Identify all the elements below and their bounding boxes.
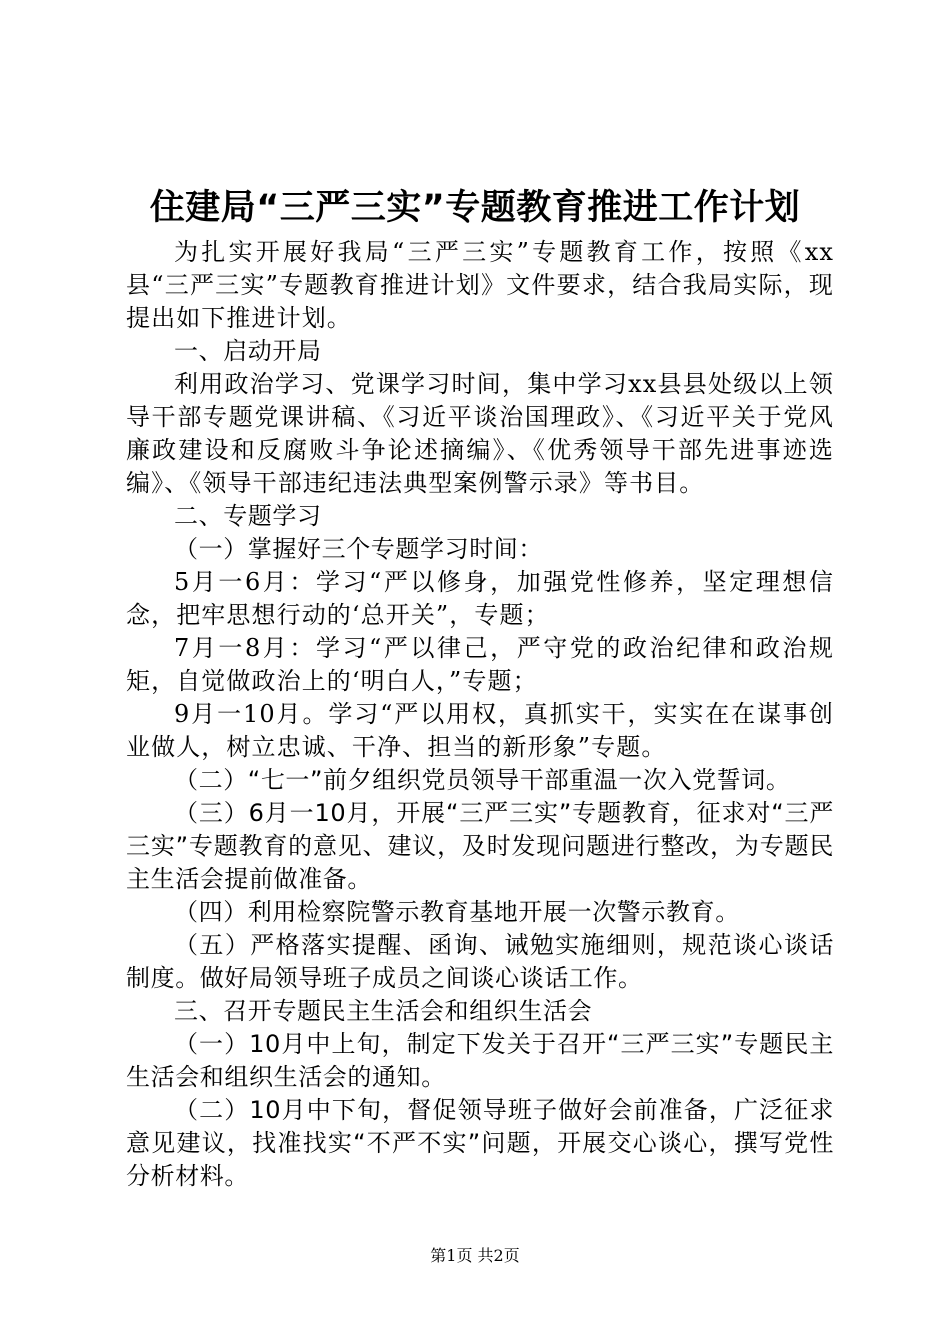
page-title: 住建局“三严三实”专题教育推进工作计划 [149, 188, 801, 228]
paragraph-may-june: 5月一6月：学习“严以修身，加强党性修养，坚定理想信念，把牢思想行动的‘总开关”，专题； [126, 568, 834, 629]
section-heading-3: 三、召开专题民主生活会和组织生活会 [174, 997, 593, 1025]
subheading-study-time: （一）掌握好三个专题学习时间： [174, 535, 543, 563]
paragraph-intro: 为扎实开展好我局“三严三实”专题教育工作，按照《xx县“三严三实”专题教育推进计划》文件要求，结合我局实际，现提出如下推进计划。 [126, 238, 834, 332]
paragraph-warning-education: （四）利用检察院警示教育基地开展一次警示教育。 [174, 898, 740, 926]
paragraph-education: （三）6月一10月，开展“三严三实”专题教育，征求对“三严三实”专题教育的意见、建议，及时发现问题进行整改，为专题民主生活会提前做准备。 [126, 799, 834, 893]
paragraph-talk-system: （五）严格落实提醒、函询、诫勉实施细则，规范谈心谈话制度。做好局领导班子成员之间谈心谈话工作。 [126, 931, 834, 992]
paragraph-preparation: （二）10月中下旬，督促领导班子做好会前准备，广泛征求意见建议，找准找实“不严不实”问题，开展交心谈心，撰写党性分析材料。 [126, 1096, 834, 1190]
paragraph-study-materials: 利用政治学习、党课学习时间，集中学习xx县县处级以上领导干部专题党课讲稿、《习近平谈治国理政》、《习近平关于党风廉政建设和反腐败斗争论述摘编》、《优秀领导干部先进事迹选编》、《领导干部违纪违法典型案例警示录》等书目。 [126, 370, 834, 497]
paragraph-notice: （一）10月中上旬，制定下发关于召开“三严三实”专题民主生活会和组织生活会的通知。 [126, 1030, 834, 1091]
document-body [126, 236, 834, 1193]
paragraph-oath: （二）“七一”前夕组织党员领导干部重温一次入党誓词。 [174, 766, 791, 794]
paragraph-july-august: 7月一8月：学习“严以律己，严守党的政治纪律和政治规矩，自觉做政治上的‘明白人，”专题； [126, 634, 834, 695]
section-heading-1: 一、启动开局 [174, 337, 322, 365]
page-footer: 第1页 共2页 [430, 1246, 520, 1265]
section-heading-2: 二、专题学习 [174, 502, 322, 530]
paragraph-sept-oct: 9月一10月。学习“严以用权，真抓实干，实实在在谋事创业做人，树立忠诚、干净、担当的新形象”专题。 [126, 700, 834, 761]
